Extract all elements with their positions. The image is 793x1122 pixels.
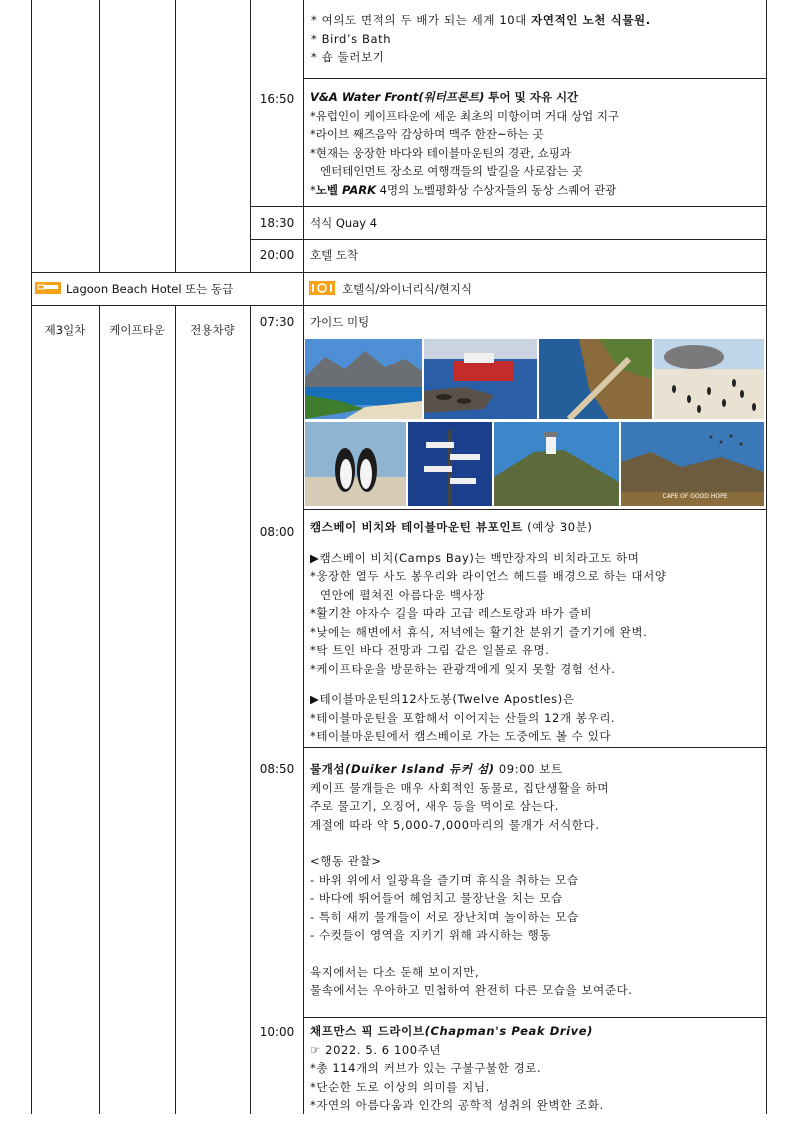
photo-chapmans-road bbox=[539, 339, 652, 419]
waterfront-block: V&A Water Front(워터프론트) 투어 및 자유 시간 *유럽인이 케이프타운에 세운 최초의 미항이며 거대 상업 지구 *라이브 째즈음악 감상하며 맥주 한잔~하는 곳 *현재는 웅장한 바다와 테이블마운틴의 경관, 쇼핑과 엔터테인먼트 장소로 여행객들의 발길을 사로잡는 곳 *노벨 PARK 4명의 노벨평화상 수상자들의 동상 스퀘어 관광 bbox=[310, 90, 620, 197]
dinner-text: 석식 Quay 4 bbox=[310, 216, 378, 230]
sign-text: CAPE OF GOOD HOPE bbox=[662, 493, 728, 500]
photo-penguins bbox=[305, 422, 406, 506]
photo-signpost bbox=[408, 422, 492, 506]
rule-city bbox=[175, 0, 176, 272]
photo-lighthouse bbox=[494, 422, 619, 506]
chapmans-block: 채프만스 픽 드라이브(Chapman's Peak Drive) ☞ 2022. 5. 6 100주년 *총 114개의 커브가 있는 구불구불한 경로. *단순한 도로 이상의 의미를 지님. *자연의 아름다움과 인간의 공학적 성취의 완벽한 조화. bbox=[310, 1024, 604, 1112]
photo-seal-boat bbox=[424, 339, 537, 419]
meals-text: 호텔식/와이너리식/현지식 bbox=[342, 282, 472, 296]
time-2000: 20:00 bbox=[259, 248, 295, 262]
time-0850: 08:50 bbox=[259, 762, 295, 776]
hotel-name: Lagoon Beach Hotel 또는 동급 bbox=[66, 282, 234, 296]
rule-day bbox=[99, 0, 100, 272]
seal-island-block: 물개섬(Duiker Island 듀커 섬) 09:00 보트 케이프 물개들은 매우 사회적인 동물로, 집단생활을 하며 주로 물고기, 오징어, 새우 등을 먹이로 삼는다. 계절에 따라 약 5,000-7,000마리의 물개가 서식한다. <행동 관찰> - 바위 위에서 일광욕을 즐기며 휴식을 취하는 모습 - 바다에 뛰어들어 헤엄치고 물장난을 치는 모습 - 특히 새끼 물개들이 서로 장난치며 놀이하는 모습 - 수컷들이 영역을 지키기 위해 과시하는 행동 육지에서는 다소 둔해 보이지만, 물속에서는 우아하고 민첩하여 완전히 다른 모습을 보여준다. bbox=[310, 762, 633, 997]
hotel-arrival-text: 호텔 도착 bbox=[310, 248, 359, 262]
garden-block: * 여의도 면적의 두 배가 되는 세계 10대 자연적인 노천 식물원. * Bird’s Bath * 숍 둘러보기 bbox=[311, 13, 651, 64]
rule-transport bbox=[250, 0, 251, 272]
time-0800: 08:00 bbox=[259, 525, 295, 539]
time-1000: 10:00 bbox=[259, 1025, 295, 1039]
time-1650: 16:50 bbox=[259, 92, 295, 106]
rule-right bbox=[766, 0, 767, 1114]
transport-label: 전용차량 bbox=[190, 323, 235, 337]
guide-meeting-text: 가이드 미팅 bbox=[310, 315, 370, 329]
photo-cape-of-good-hope bbox=[621, 422, 764, 506]
rule-left bbox=[31, 0, 32, 272]
time-1830: 18:30 bbox=[259, 216, 295, 230]
meal-icon bbox=[309, 281, 335, 295]
camps-bay-block: 캠스베이 비치와 테이블마운틴 뷰포인트 (예상 30분) ▶캠스베이 비치(Camps Bay)는 백만장자의 비치라고도 하며 *웅장한 열두 사도 봉우리와 라이언스 헤드를 배경으로 하는 대서양 연안에 펼쳐진 아름다운 백사장 *활기찬 야자수 길을 따라 고급 레스토랑과 바가 즐비 *낮에는 해변에서 휴식, 저녁에는 활기찬 분위기 즐기기에 완벽. *탁 트인 바다 전망과 그림 같은 일몰로 유명. *케이프타운을 방문하는 관광객에게 잊지 못할 경험 선사. ▶테이블마운틴의12사도봉(Twelve Apostles)은 *테이블마운틴을 포함해서 이어지는 산들의 12개 봉우리. *테이블마운틴에서 캠스베이로 가는 도중에도 볼 수 있다 bbox=[310, 520, 667, 743]
bed-icon bbox=[35, 282, 61, 294]
city-label: 케이프타운 bbox=[109, 323, 165, 337]
rule-time bbox=[303, 0, 304, 1114]
photo-camps-bay bbox=[305, 339, 422, 419]
day-label: 제3일차 bbox=[44, 323, 86, 337]
time-0730: 07:30 bbox=[259, 315, 295, 329]
photo-penguin-beach bbox=[654, 339, 764, 419]
